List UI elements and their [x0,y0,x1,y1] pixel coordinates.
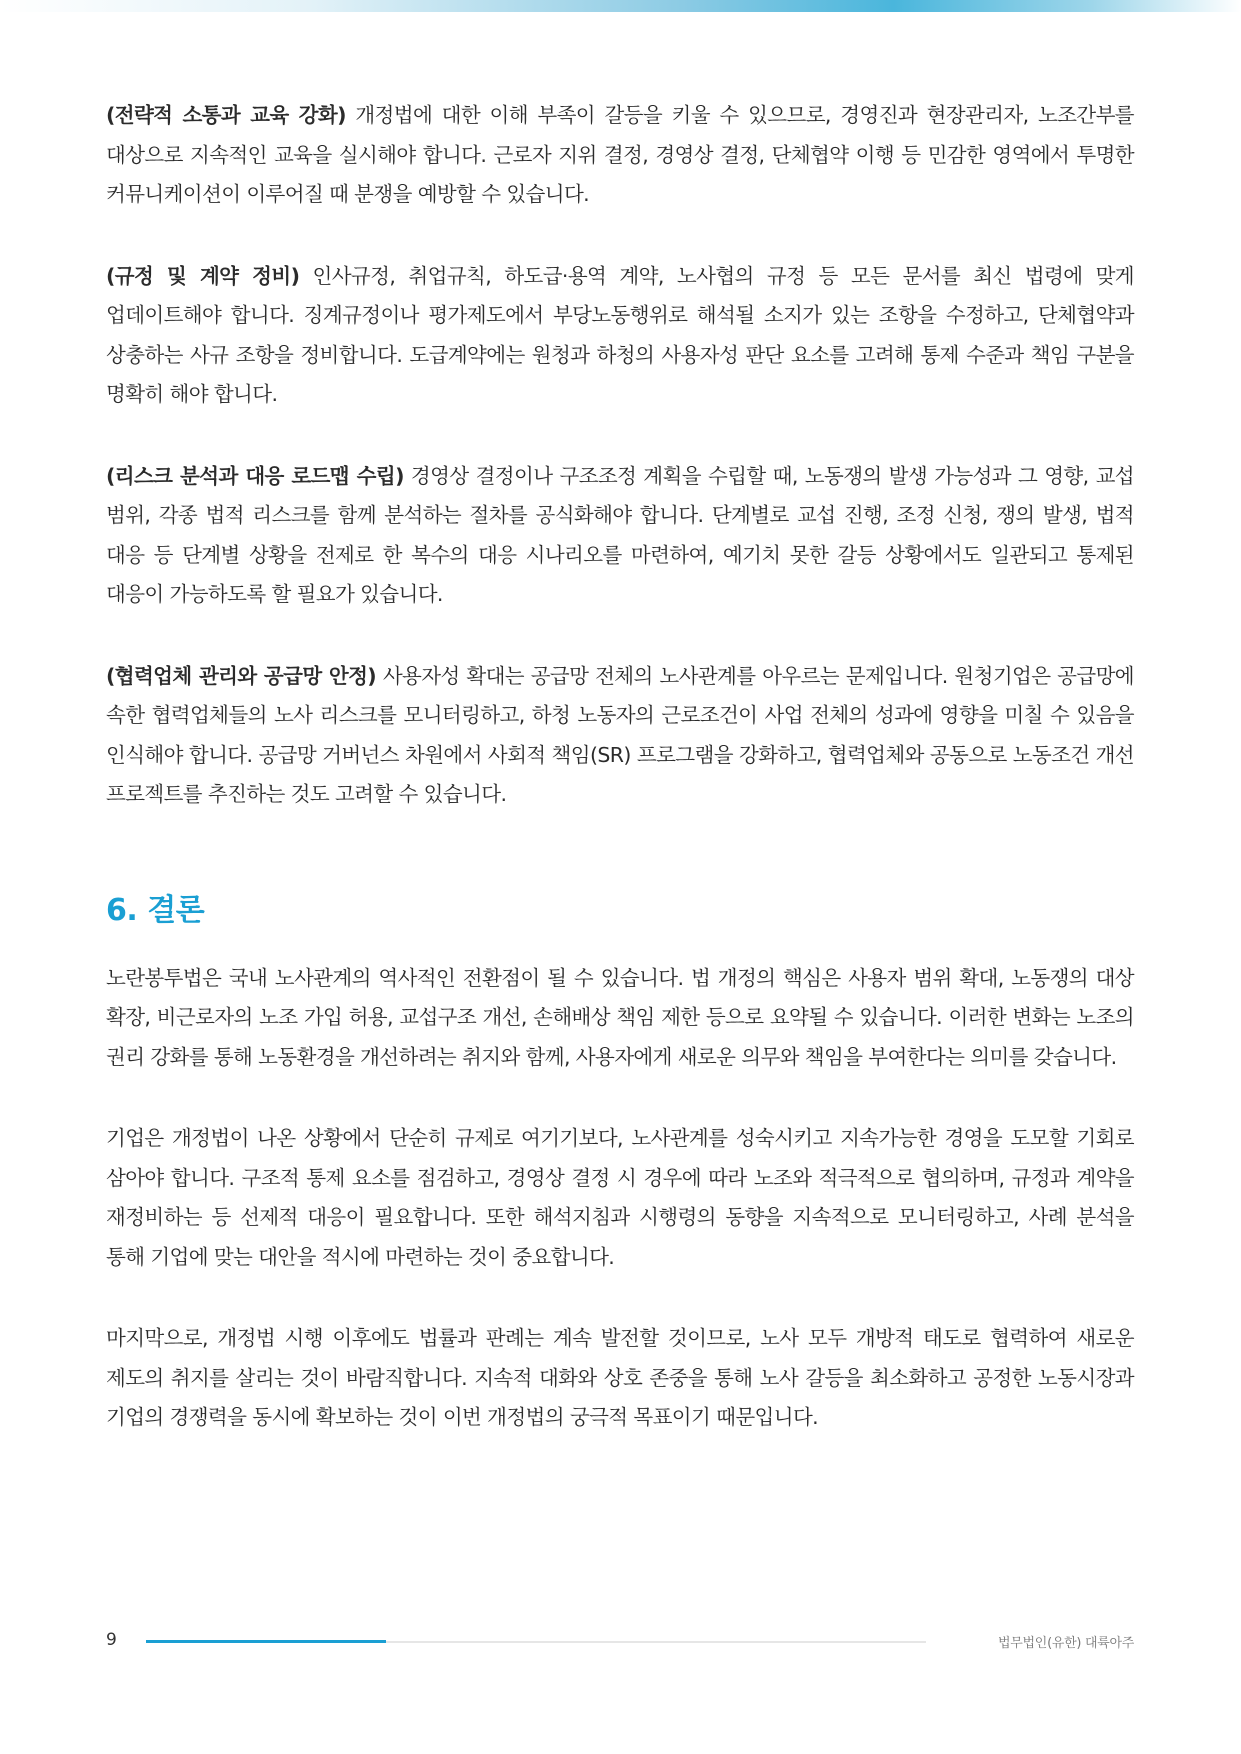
top-gradient-bar [0,0,1241,12]
firm-name: 법무법인(유한) 대륙아주 [998,1636,1134,1651]
paragraph-text: 인사규정, 취업규칙, 하도급·용역 계약, 노사협의 규정 등 모든 문서를 최신 법령에 맞게 업데이트해야 합니다. 징계규정이나 평가제도에서 부당노동행위로 해석될 소지가 있는 조항을 수정하고, 단체협약과 상충하는 사규 조항을 정비합니다. 도급계약에는 원청과 하청의 사용자성 판단 요소를 고려해 통제 수준과 책임 구분을 명확히 해야 합니다. [106,263,1134,406]
paragraph-gap [106,1277,1134,1319]
paragraph-gap [106,1077,1134,1119]
section-title: 6. 결론 [106,892,205,928]
conclusion-paragraph-1: 노란봉투법은 국내 노사관계의 역사적인 전환점이 될 수 있습니다. 법 개정의 핵심은 사용자 범위 확대, 노동쟁의 대상 확장, 비근로자의 노조 가입 허용, 교섭구조 개선, 손해배상 책임 제한 등으로 요약될 수 있습니다. 이러한 변화는 노조의 권리 강화를 통해 노동환경을 개선하려는 취지와 함께, 사용자에게 새로운 의무와 책임을 부여한다는 의미를 갖습니다. [106,965,1134,1069]
conclusion-paragraph-3: 마지막으로, 개정법 시행 이후에도 법률과 판례는 계속 발전할 것이므로, 노사 모두 개방적 태도로 협력하여 새로운 제도의 취지를 살리는 것이 바람직합니다. 지속적 대화와 상호 존중을 통해 노사 갈등을 최소화하고 공정한 노동시장과 기업의 경쟁력을 동시에 확보하는 것이 이번 개정법의 궁극적 목표이기 때문입니다. [106,1326,1134,1429]
paragraph-supply-chain [106,657,1134,815]
paragraph-gap [106,215,1134,257]
paragraph-lead: (리스크 분석과 대응 로드맵 수립) [106,463,404,488]
paragraph-text: 개정법에 대한 이해 부족이 갈등을 키울 수 있으므로, 경영진과 현장관리자, 노조간부를 대상으로 지속적인 교육을 실시해야 합니다. 근로자 지위 결정, 경영상 결정, 단체협약 이행 등 민감한 영역에서 투명한 커뮤니케이션이 이루어질 때 분쟁을 예방할 수 있습니다. [106,103,1134,206]
paragraph-text: 사용자성 확대는 공급망 전체의 노사관계를 아우르는 문제입니다. 원청기업은 공급망에 속한 협력업체들의 노사 리스크를 모니터링하고, 하청 노동자의 근로조건이 사업 전체의 성과에 영향을 미칠 수 있음을 인식해야 합니다. 공급망 거버넌스 차원에서 사회적 책임(SR) 프로그램을 강화하고, 협력업체와 공동으로 노동조건 개선 프로젝트를 추진하는 것도 고려할 수 있습니다. [106,663,1134,806]
paragraph-lead: (전략적 소통과 교육 강화) [106,103,346,127]
page-content [106,96,1134,1438]
page-number: 9 [106,1630,117,1650]
footer-divider-accent [146,1640,386,1643]
page-footer [106,1630,1134,1654]
paragraph-lead: (협력업체 관리와 공급망 안정) [106,663,377,688]
conclusion-paragraph-2: 기업은 개정법이 나온 상황에서 단순히 규제로 여기기보다, 노사관계를 성숙시키고 지속가능한 경영을 도모할 기회로 삼아야 합니다. 구조적 통제 요소를 점검하고, 경영상 결정 시 경우에 따라 노조와 적극적으로 협의하며, 규정과 계약을 재정비하는 등 선제적 대응이 필요합니다. 또한 해석지침과 시행령의 동향을 지속적으로 모니터링하고, 사례 분석을 통해 기업에 맞는 대안을 적시에 마련하는 것이 중요합니다. [106,1126,1134,1269]
paragraph-gap [106,415,1134,457]
paragraph-risk-analysis [106,457,1134,615]
paragraph-gap [106,615,1134,657]
paragraph-strategic-communication [106,96,1134,215]
paragraph-text: 경영상 결정이나 구조조정 계획을 수립할 때, 노동쟁의 발생 가능성과 그 영향, 교섭 범위, 각종 법적 리스크를 함께 분석하는 절차를 공식화해야 합니다. 단계별로 교섭 진행, 조정 신청, 쟁의 발생, 법적 대응 등 단계별 상황을 전제로 한 복수의 대응 시나리오를 마련하여, 예기치 못한 갈등 상황에서도 일관되고 통제된 대응이 가능하도록 할 필요가 있습니다. [106,463,1135,606]
paragraph-rules-contracts [106,257,1134,415]
paragraph-lead: (규정 및 계약 정비) [106,263,300,288]
